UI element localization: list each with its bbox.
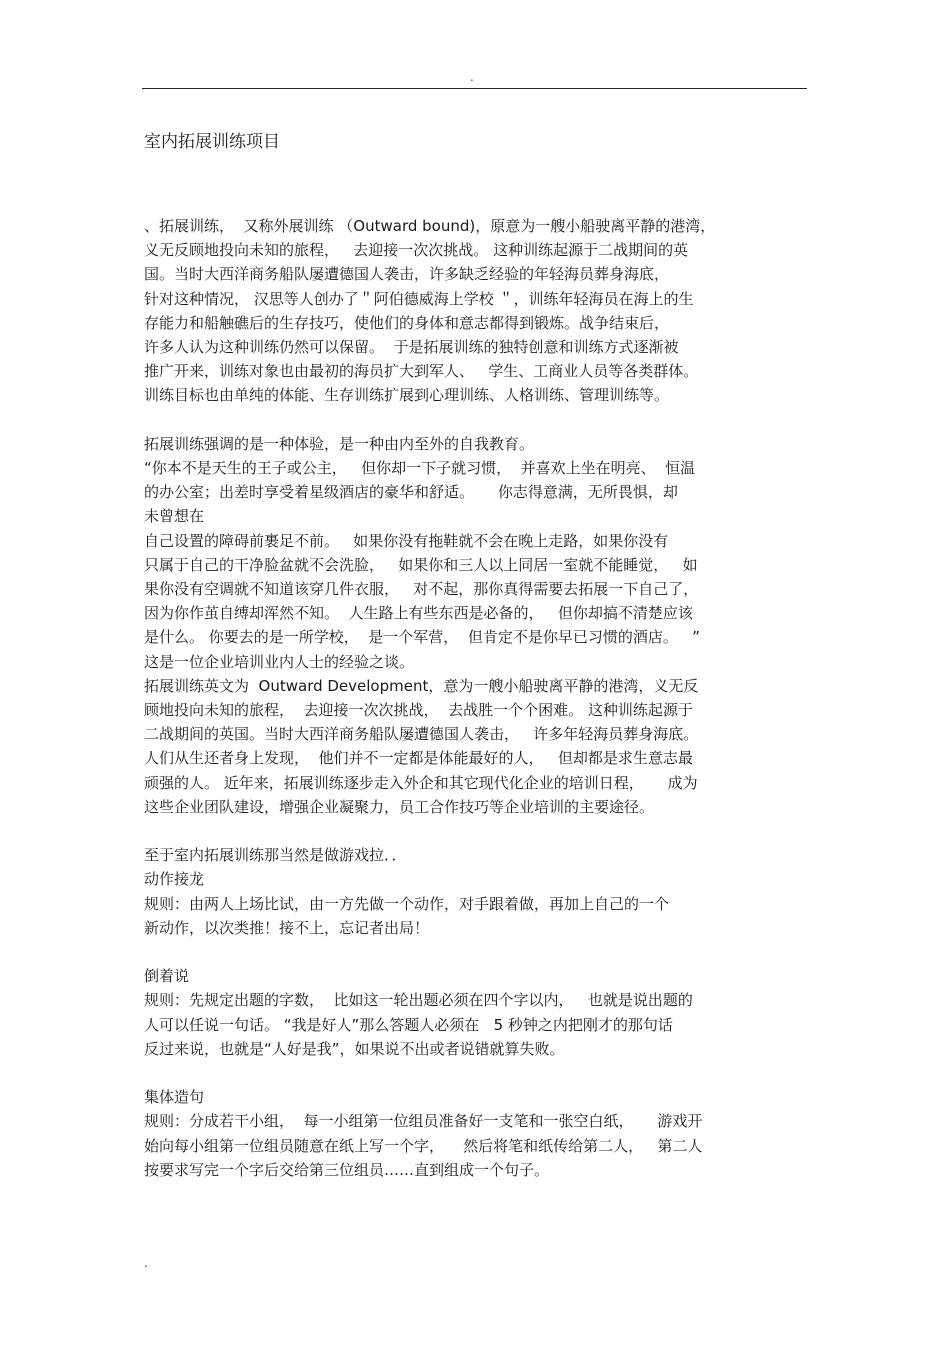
text-line: 顾地投向未知的旅程， 去迎接一次次挑战， 去战胜一个个困难。 这种训练起源于 bbox=[144, 701, 693, 720]
text-line: 是什么。 你要去的是一所学校， 是一个军营， 但肯定不是你早已习惯的酒店。 ” bbox=[144, 628, 700, 647]
text-line: 至于室内拓展训练那当然是做游戏拉．． bbox=[144, 846, 407, 865]
text-line: 拓展训练强调的是一种体验，是一种由内至外的自我教育。 bbox=[144, 434, 535, 453]
section-heading: 集体造句 bbox=[144, 1088, 205, 1107]
text-line: 果你没有空调就不知道该穿几件衣服， 对不起，那你真得需要去拓展一下自己了， bbox=[144, 580, 699, 599]
text-line: 按要求写完一个字后交给第三位组员……直到组成一个句子。 bbox=[144, 1160, 550, 1179]
text-line: 规则：由两人上场比试，由一方先做一个动作，对手跟着做，再加上自己的一个 bbox=[144, 894, 670, 913]
text-line: 的办公室；出差时享受着星级酒店的豪华和舒适。 你志得意满，无所畏惧，却 bbox=[144, 483, 678, 502]
text-line: 存能力和船触礁后的生存技巧，使他们的身体和意志都得到锻炼。战争结束后， bbox=[144, 313, 670, 332]
text-line: 义无反顾地投向未知的旅程， 去迎接一次次挑战。 这种训练起源于二战期间的英 bbox=[144, 241, 689, 260]
header-dot: . bbox=[470, 70, 474, 84]
page-title: 室内拓展训练项目 bbox=[144, 132, 280, 152]
text-line: 国。当时大西洋商务船队屡遭德国人袭击，许多缺乏经验的年轻海员葬身海底， bbox=[144, 265, 670, 284]
text-line: 人们从生还者身上发现， 他们并不一定都是体能最好的人， 但却都是求生意志最 bbox=[144, 749, 693, 768]
text-line: 规则：先规定出题的字数， 比如这一轮出题必须在四个字以内， 也就是说出题的 bbox=[144, 991, 693, 1010]
text-line: “你本不是天生的王子或公主， 但你却一下子就习惯， 并喜欢上坐在明亮、 恒温 bbox=[144, 459, 696, 478]
text-line: 拓展训练英文为 Outward Development，意为一艘小船驶离平静的港湾，义无反 bbox=[144, 676, 699, 695]
paragraph-intro bbox=[144, 214, 809, 408]
text-line: 针对这种情况， 汉思等人创办了＂阿伯德威海上学校 ＂，训练年轻海员在海上的生 bbox=[144, 289, 694, 308]
text-line: 反过来说，也就是“人好是我”，如果说不出或者说错就算失败。 bbox=[144, 1039, 565, 1058]
text-line: 新动作，以次类推！接不上，忘记者出局！ bbox=[144, 918, 430, 937]
text-line: 这是一位企业培训业内人士的经验之谈。 bbox=[144, 652, 415, 671]
paragraph-game-action-chain bbox=[144, 843, 809, 940]
paragraph-gap bbox=[144, 940, 809, 964]
text-line: 未曾想在 bbox=[144, 507, 205, 526]
text-line: 训练目标也由单纯的体能、生存训练扩展到心理训练、人格训练、管理训练等。 bbox=[144, 386, 670, 405]
header-rule bbox=[142, 88, 807, 89]
text-line: 因为你作茧自缚却浑然不知。 人生路上有些东西是必备的， 但你却搞不清楚应该 bbox=[144, 604, 693, 623]
text-line: 顽强的人。 近年来，拓展训练逐步走入外企和其它现代化企业的培训日程， 成为 bbox=[144, 773, 698, 792]
footer-dot: . bbox=[144, 1256, 148, 1270]
text-line: 自己设置的障碍前裹足不前。 如果你没有拖鞋就不会在晚上走路，如果你没有 bbox=[144, 531, 669, 550]
section-heading: 动作接龙 bbox=[144, 870, 205, 889]
text-line: 只属于自己的干净脸盆就不会洗脸， 如果你和三人以上同居一室就不能睡觉， 如 bbox=[144, 555, 698, 574]
paragraph-game-reverse bbox=[144, 964, 809, 1061]
text-line: 规则：分成若干小组， 每一小组第一位组员准备好一支笔和一张空白纸， 游戏开 bbox=[144, 1112, 703, 1131]
text-line: 许多人认为这种训练仍然可以保留。 于是拓展训练的独特创意和训练方式逐渐被 bbox=[144, 338, 679, 357]
paragraph-gap bbox=[144, 819, 809, 843]
text-line: 二战期间的英国。当时大西洋商务船队屡遭德国人袭击， 许多年轻海员葬身海底。 bbox=[144, 725, 699, 744]
paragraph-gap bbox=[144, 1061, 809, 1085]
document-body bbox=[144, 214, 809, 1182]
paragraph-game-sentence bbox=[144, 1085, 809, 1182]
section-heading: 倒着说 bbox=[144, 967, 190, 986]
text-line: 推广开来，训练对象也由最初的海员扩大到军人、 学生、工商业人员等各类群体。 bbox=[144, 362, 699, 381]
paragraph-gap bbox=[144, 408, 809, 432]
paragraph-experience bbox=[144, 432, 809, 819]
text-line: 这些企业团队建设，增强企业凝聚力，员工合作技巧等企业培训的主要途径。 bbox=[144, 797, 655, 816]
text-line: 人可以任说一句话。 “我是好人”那么答题人必须在 5 秒钟之内把刚才的那句话 bbox=[144, 1015, 673, 1034]
text-line: 、拓展训练， 又称外展训练 （Outward bound)，原意为一艘小船驶离平静的港湾， bbox=[144, 217, 716, 235]
text-line: 始向每小组第一位组员随意在纸上写一个字， 然后将笔和纸传给第二人， 第二人 bbox=[144, 1136, 703, 1155]
